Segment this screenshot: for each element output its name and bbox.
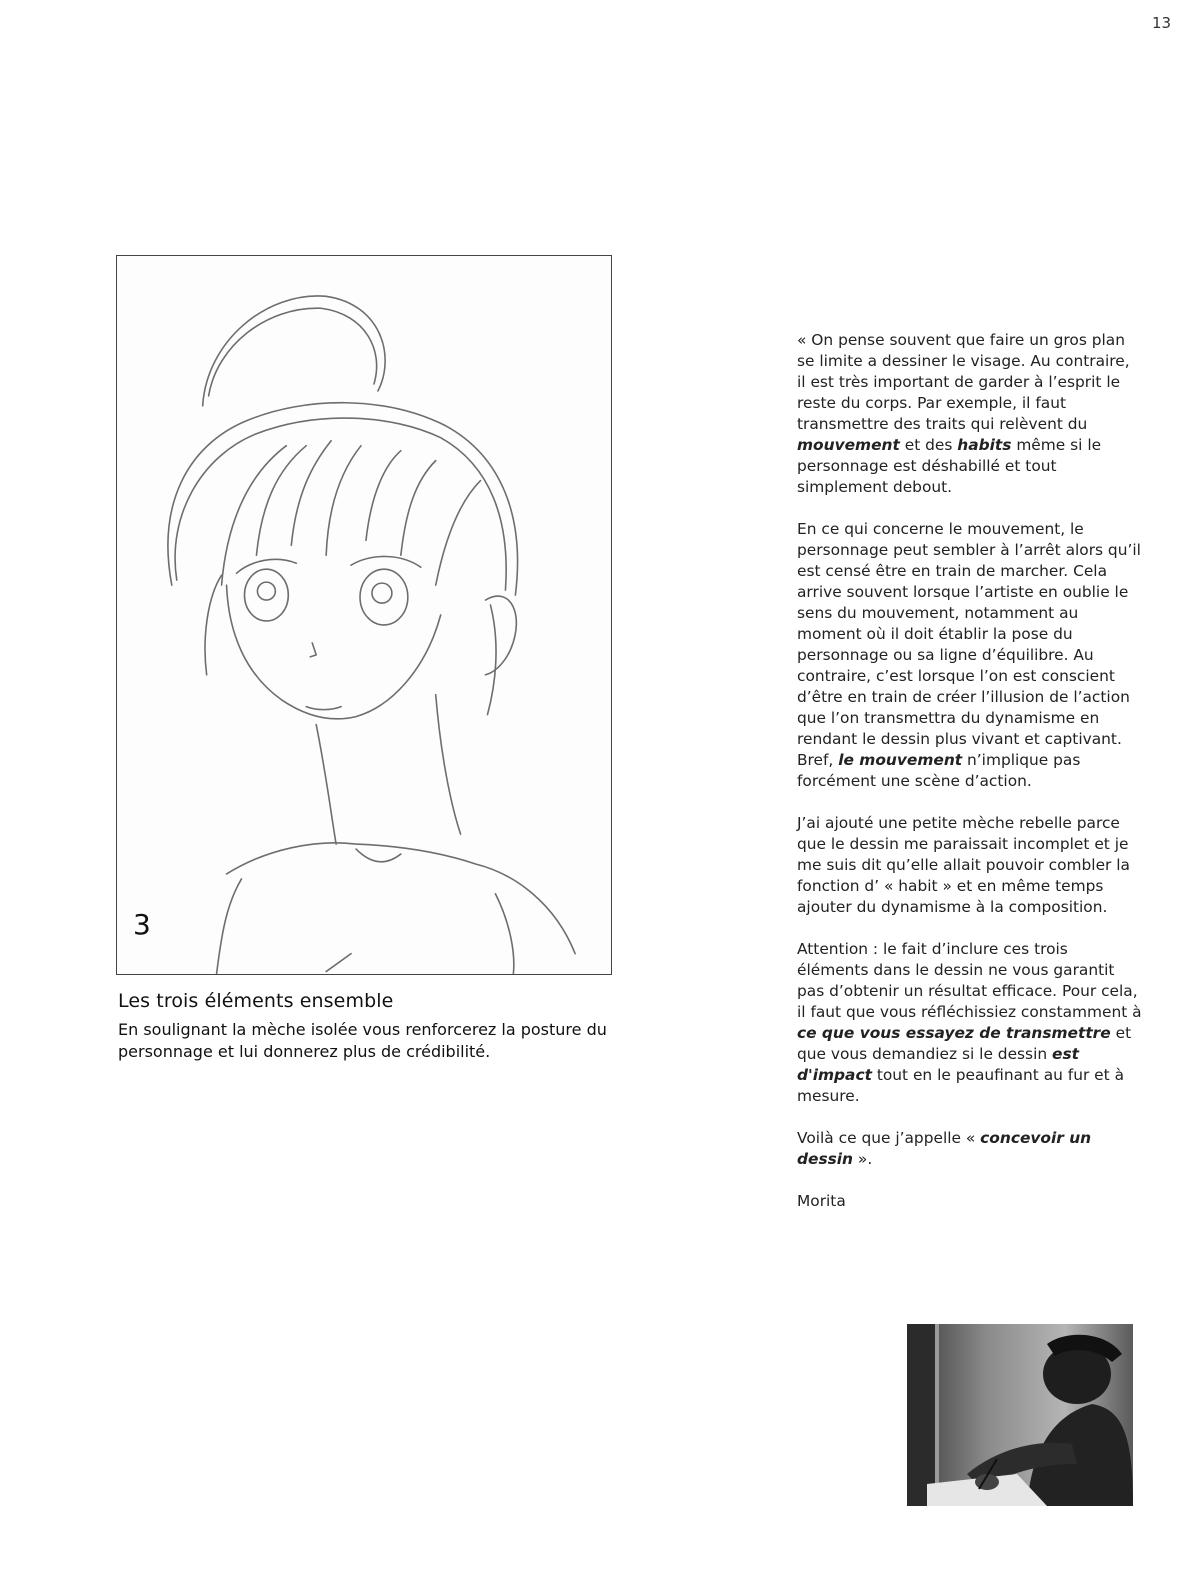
author-signature: Morita: [797, 1192, 846, 1210]
paragraph-3: J’ai ajouté une petite mèche rebelle parce que le dessin me paraissait incomplet et je me suis dit qu’elle allait pouvoir combler la fonction d’ « habit » et en même temps ajouter du dynamisme à la composition.: [797, 814, 1130, 916]
article-text: [797, 330, 1142, 1233]
paragraph-4: Attention : le fait d’inclure ces trois éléments dans le dessin ne vous garantit pas d’obtenir un résultat efficace. Pour cela, il faut que vous réfléchissiez constamment à ce que vous essayez de transmettre et que vous demandiez si le dessin est d'impact tout en le peaufinant au fur et à mesure.: [797, 940, 1142, 1105]
sketch-figure: [116, 255, 612, 975]
figure-number: 3: [133, 908, 151, 941]
anime-sketch-icon: [117, 256, 611, 974]
paragraph-1: « On pense souvent que faire un gros plan se limite a dessiner le visage. Au contraire, il est très important de garder à l’esprit le reste du corps. Par exemple, il faut transmettre des traits qui relèvent du mouvement et des habits même si le personnage est déshabillé et tout simplement debout.: [797, 331, 1130, 496]
paragraph-2: En ce qui concerne le mouvement, le personnage peut sembler à l’arrêt alors qu’il est censé être en train de marcher. Cela arrive souvent lorsque l’artiste en oublie le sens du mouvement, notamment au moment où il doit établir la pose du personnage ou sa ligne d’équilibre. Au contraire, c’est lorsque l’on est conscient d’être en train de créer l’illusion de l’action que l’on transmettra du dynamisme en rendant le dessin plus vivant et captivant. Bref, le mouvement n’implique pas forcément une scène d’action.: [797, 520, 1141, 790]
artist-drawing-photo-icon: [907, 1324, 1133, 1506]
caption-body: En soulignant la mèche isolée vous renforcerez la posture du personnage et lui donnerez plus de crédibilité.: [118, 1020, 607, 1061]
paragraph-5: Voilà ce que j’appelle « concevoir un dessin ».: [797, 1129, 1092, 1168]
caption-title: Les trois éléments ensemble: [118, 990, 394, 1012]
page-number: 13: [1152, 14, 1172, 32]
artist-photo: [907, 1324, 1133, 1506]
